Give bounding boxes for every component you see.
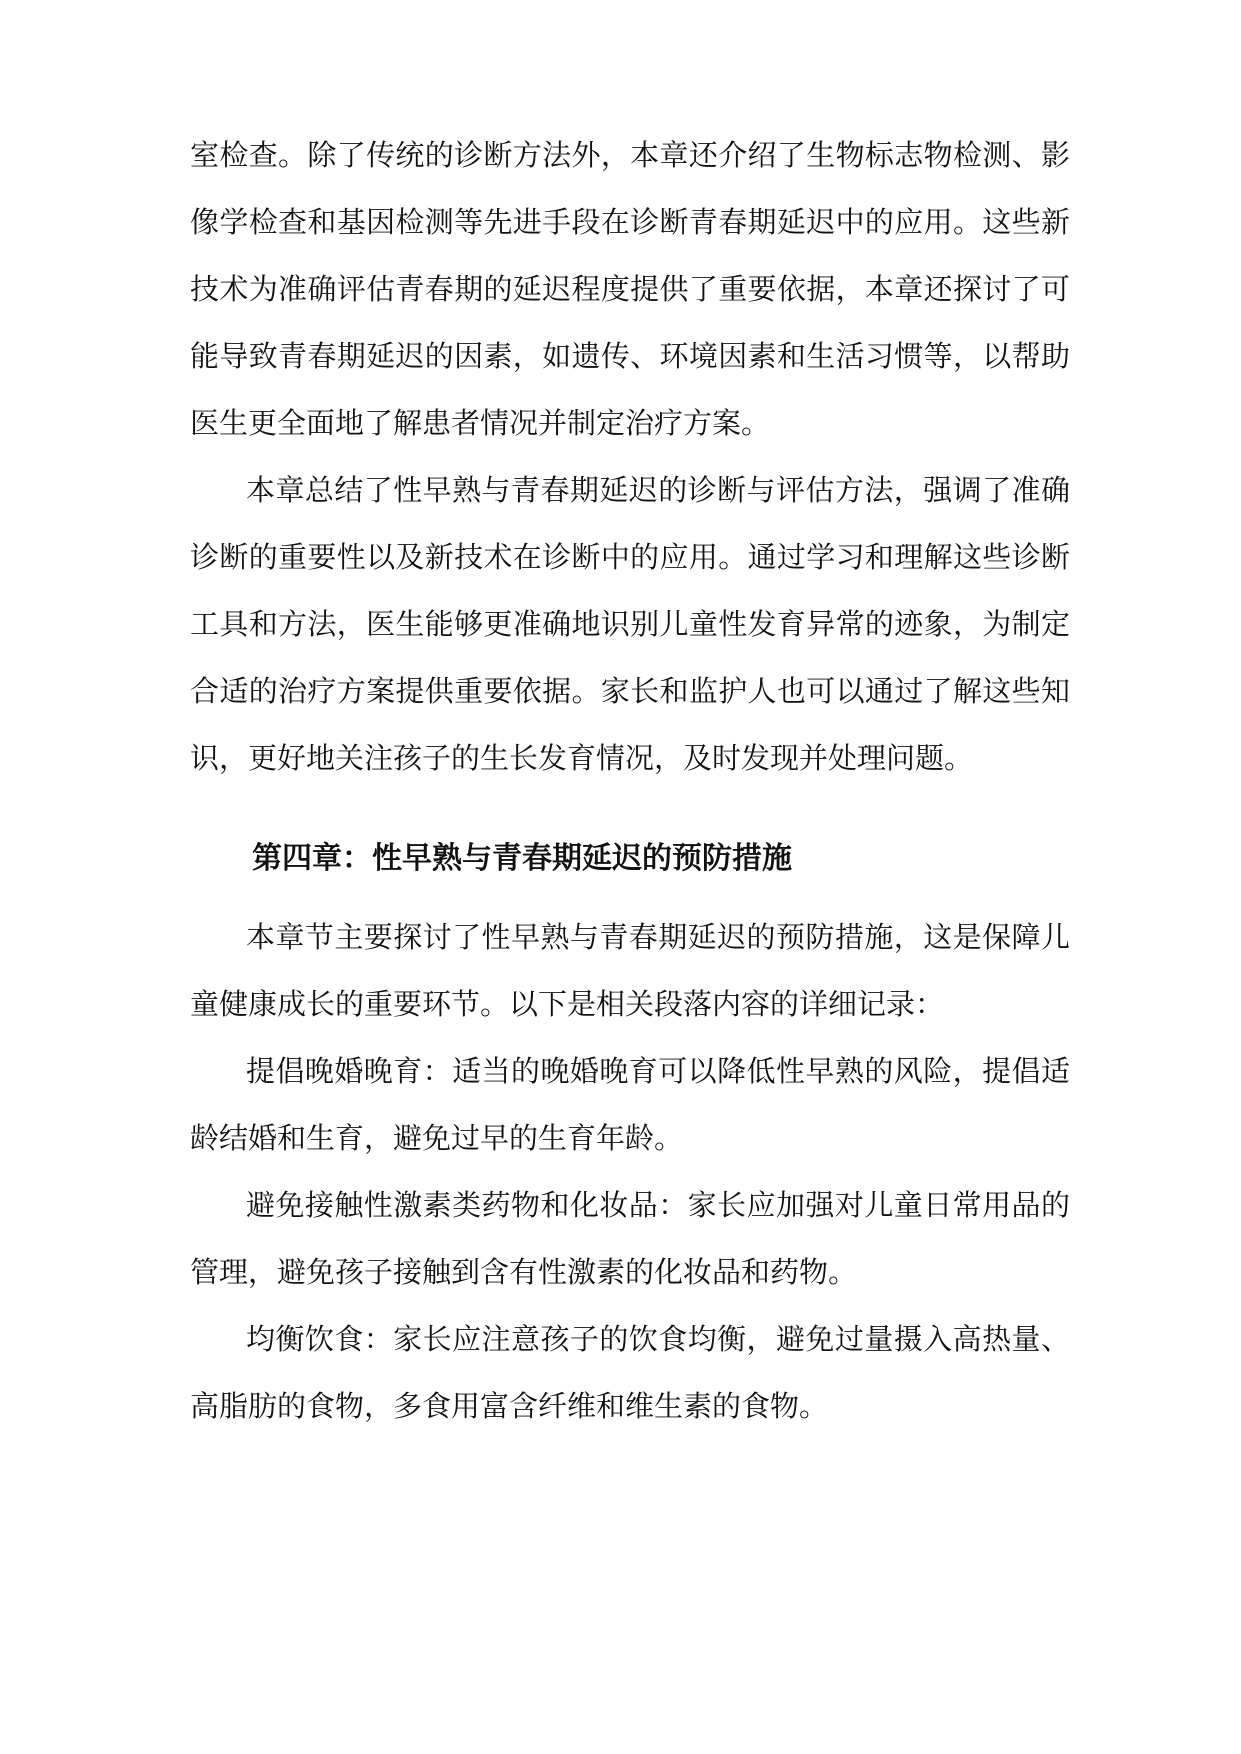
paragraph-line: 诊断的重要性以及新技术在诊断中的应用。通过学习和理解这些诊断: [190, 540, 1070, 574]
paragraph-line: 能导致青春期延迟的因素，如遗传、环境因素和生活习惯等，以帮助: [190, 339, 1070, 373]
paragraph-line: 识，更好地关注孩子的生长发育情况，及时发现并处理问题。: [190, 741, 974, 775]
paragraph-line: 医生更全面地了解患者情况并制定治疗方案。: [190, 406, 771, 440]
paragraph-line: 龄结婚和生育，避免过早的生育年龄。: [190, 1121, 684, 1155]
paragraph-line: 管理，避免孩子接触到含有性激素的化妆品和药物。: [190, 1255, 858, 1289]
paragraph-line: 像学检查和基因检测等先进手段在诊断青春期延迟中的应用。这些新: [190, 205, 1070, 239]
paragraph-line: 本章节主要探讨了性早熟与青春期延迟的预防措施，这是保障儿: [246, 920, 1070, 954]
paragraph-line: 技术为准确评估青春期的延迟程度提供了重要依据，本章还探讨了可: [190, 272, 1070, 306]
chapter-heading: 第四章：性早熟与青春期延迟的预防措施: [252, 841, 792, 876]
paragraph-line: 高脂肪的食物，多食用富含纤维和维生素的食物。: [190, 1389, 829, 1423]
paragraph-line: 避免接触性激素类药物和化妆品：家长应加强对儿童日常用品的: [246, 1188, 1070, 1222]
paragraph-line: 童健康成长的重要环节。以下是相关段落内容的详细记录：: [190, 987, 945, 1021]
paragraph-line: 本章总结了性早熟与青春期延迟的诊断与评估方法，强调了准确: [246, 473, 1070, 507]
paragraph-line: 室检查。除了传统的诊断方法外，本章还介绍了生物标志物检测、影: [190, 138, 1070, 172]
paragraph-line: 合适的治疗方案提供重要依据。家长和监护人也可以通过了解这些知: [190, 674, 1070, 708]
paragraph-line: 均衡饮食：家长应注意孩子的饮食均衡，避免过量摄入高热量、: [246, 1322, 1070, 1356]
paragraph-line: 工具和方法，医生能够更准确地识别儿童性发育异常的迹象，为制定: [190, 607, 1070, 641]
paragraph-line: 提倡晚婚晚育：适当的晚婚晚育可以降低性早熟的风险，提倡适: [246, 1054, 1070, 1088]
